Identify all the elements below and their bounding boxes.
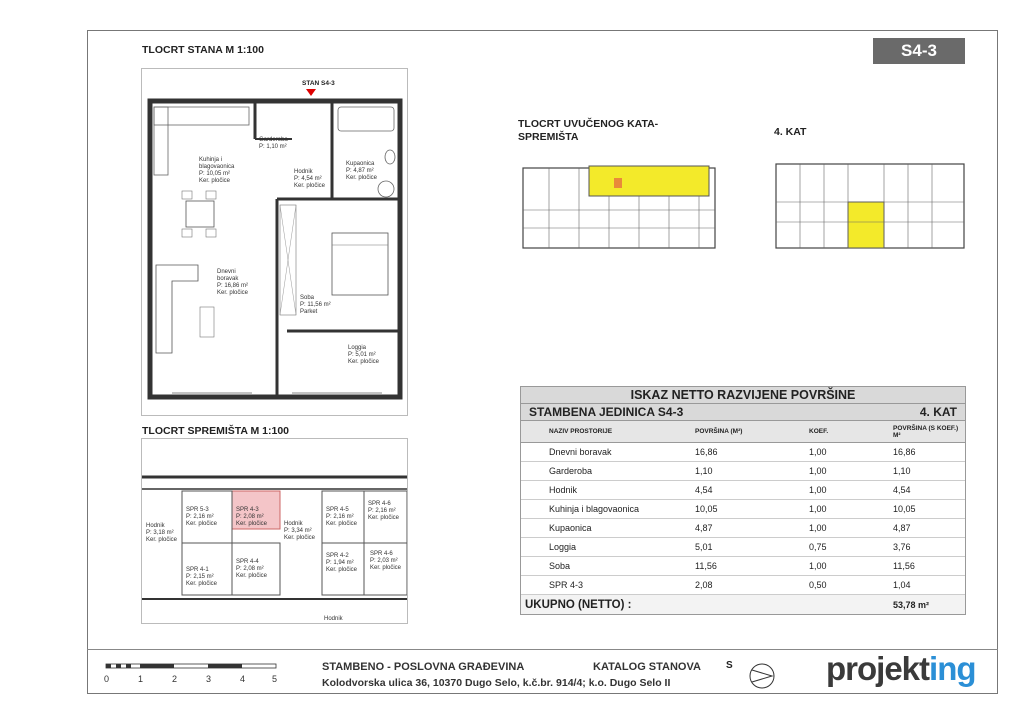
cell-area-coef: 4,54 — [893, 485, 911, 495]
scale-tick-1: 1 — [138, 674, 144, 684]
cell-coef: 0,75 — [809, 542, 827, 552]
cell-area: 2,08 — [695, 580, 713, 590]
scale-tick-2: 2 — [172, 674, 178, 684]
logo-accent: ing — [929, 650, 976, 687]
room-name-kupaonica: Kupaonica — [346, 161, 375, 167]
table-row — [521, 462, 965, 481]
room-area-garderoba: P: 1,10 m² — [259, 144, 287, 150]
cell-area: 4,87 — [695, 523, 713, 533]
cell-coef: 1,00 — [809, 447, 827, 457]
cell-coef: 1,00 — [809, 504, 827, 514]
storage-finish-6: Ker. pločice — [186, 581, 218, 587]
room-area-kupaonica: P: 4,87 m² — [346, 168, 374, 174]
table-row — [521, 443, 965, 462]
table-row — [521, 576, 965, 595]
storage-area-9: P: 2,03 m² — [370, 558, 398, 564]
cell-room: Kupaonica — [549, 523, 592, 533]
cell-area: 10,05 — [695, 504, 718, 514]
storage-name-2: SPR 4-3 — [236, 507, 259, 513]
table-row — [521, 481, 965, 500]
storage-name-0: Hodnik — [146, 523, 165, 529]
storage-area-4: P: 2,16 m² — [326, 514, 354, 520]
area-table-floor: 4. KAT — [919, 405, 957, 419]
room-name-dnevni-2: boravak — [217, 276, 239, 282]
storage-finish-1: Ker. pločice — [186, 521, 218, 527]
cell-room: Garderoba — [549, 466, 593, 476]
north-label: S — [726, 660, 733, 671]
storage-name-1: SPR 5-3 — [186, 507, 209, 513]
logo-main: projekt — [826, 650, 930, 687]
area-table-total-row — [521, 595, 965, 614]
cell-area: 5,01 — [695, 542, 713, 552]
storage-finish-4: Ker. pločice — [326, 521, 358, 527]
room-area-hodnik: P: 4,54 m² — [294, 176, 322, 182]
header-area: POVRŠINA (M²) — [695, 428, 743, 435]
key-plan-recessed-floor — [519, 160, 719, 252]
room-area-loggia: P: 5,01 m² — [348, 352, 376, 358]
storage-area-2: P: 2,08 m² — [236, 514, 264, 520]
scale-tick-4: 4 — [240, 674, 246, 684]
cell-coef: 0,50 — [809, 580, 827, 590]
storage-finish-5: Ker. pločice — [368, 515, 400, 521]
footer-project: STAMBENO - POSLOVNA GRAĐEVINA — [322, 661, 525, 673]
room-area-soba: P: 11,56 m² — [300, 302, 331, 308]
cell-area-coef: 10,05 — [893, 504, 916, 514]
cell-room: SPR 4-3 — [549, 580, 584, 590]
cell-room: Kuhinja i blagovaonica — [549, 504, 640, 514]
footer-address: Kolodvorska ulica 36, 10370 Dugo Selo, k.č.br. 914/4; k.o. Dugo Selo II — [322, 677, 671, 689]
room-finish-hodnik: Ker. pločice — [294, 183, 326, 189]
recessed-floor-title-2: SPREMIŠTA — [518, 131, 579, 143]
area-table-unit: STAMBENA JEDINICA S4-3 — [529, 405, 684, 419]
storage-area-0: P: 3,18 m² — [146, 530, 174, 536]
cell-area: 1,10 — [695, 466, 713, 476]
storage-finish-9: Ker. pločice — [370, 565, 402, 571]
cell-area-coef: 4,87 — [893, 523, 911, 533]
room-finish-kupaonica: Ker. pločice — [346, 175, 378, 181]
cell-coef: 1,00 — [809, 466, 827, 476]
table-row — [521, 557, 965, 576]
storage-area-1: P: 2,16 m² — [186, 514, 214, 520]
header-area-coef: POVRŠINA (S KOEF.) M² — [893, 424, 959, 439]
cell-room: Loggia — [549, 542, 577, 552]
room-name-loggia: Loggia — [348, 345, 367, 351]
cell-area-coef: 3,76 — [893, 542, 911, 552]
north-arrow-icon — [724, 656, 780, 697]
area-table-header — [521, 421, 965, 443]
cell-room: Soba — [549, 561, 571, 571]
storage-plan-title: TLOCRT SPREMIŠTA M 1:100 — [142, 425, 290, 437]
entry-label: STAN S4-3 — [302, 80, 335, 87]
storage-name-8: SPR 4-2 — [326, 553, 349, 559]
room-name-dnevni: Dnevni — [217, 269, 236, 275]
table-row — [521, 538, 965, 557]
unit-code-badge: S4-3 — [873, 38, 965, 64]
cell-area-coef: 11,56 — [893, 561, 915, 571]
scale-tick-0: 0 — [104, 674, 110, 684]
cell-area-coef: 1,10 — [893, 466, 911, 476]
storage-area-6: P: 2,15 m² — [186, 574, 214, 580]
cell-coef: 1,00 — [809, 523, 827, 533]
total-value: 53,78 m² — [893, 599, 930, 610]
header-room-name: NAZIV PROSTORIJE — [549, 428, 613, 435]
storage-area-8: P: 1,94 m² — [326, 560, 354, 566]
cell-area-coef: 1,04 — [893, 580, 911, 590]
room-name-kuhinja: Kuhinja i — [199, 157, 223, 163]
storage-finish-7: Ker. pločice — [236, 573, 268, 579]
room-area-kuhinja: P: 10,05 m² — [199, 171, 231, 177]
room-name-kuhinja-2: blagovaonica — [199, 164, 235, 170]
key-plan-4th-floor — [772, 160, 968, 252]
storage-finish-2: Ker. pločice — [236, 521, 268, 527]
storage-name-9: SPR 4-6 — [370, 551, 393, 557]
cell-area: 16,86 — [695, 447, 718, 457]
cell-coef: 1,00 — [809, 485, 827, 495]
area-table-unit-row — [521, 404, 965, 421]
room-finish-soba: Parket — [300, 309, 318, 315]
company-logo — [826, 650, 976, 688]
table-row — [521, 519, 965, 538]
header-coef: KOEF. — [809, 428, 829, 435]
table-row — [521, 500, 965, 519]
cell-area: 4,54 — [695, 485, 713, 495]
storage-finish-8: Ker. pločice — [326, 567, 358, 573]
storage-finish-3: Ker. pločice — [284, 535, 316, 541]
footer-catalog: KATALOG STANOVA — [593, 661, 701, 673]
area-table — [520, 386, 966, 615]
cell-coef: 1,00 — [809, 561, 827, 571]
storage-name-3: Hodnik — [284, 521, 303, 527]
room-name-hodnik: Hodnik — [294, 169, 313, 175]
room-finish-loggia: Ker. pločice — [348, 359, 380, 365]
room-finish-kuhinja: Ker. pločice — [199, 178, 231, 184]
scale-tick-5: 5 — [272, 674, 278, 684]
storage-area-3: P: 3,34 m² — [284, 528, 312, 534]
cell-area: 11,56 — [695, 561, 717, 571]
storage-name-5: SPR 4-6 — [368, 501, 391, 507]
storage-area-5: P: 2,16 m² — [368, 508, 396, 514]
recessed-floor-title-1: TLOCRT UVUČENOG KATA- — [518, 118, 659, 130]
floor-title: 4. KAT — [774, 126, 807, 138]
storage-finish-0: Ker. pločice — [146, 537, 178, 543]
room-area-dnevni: P: 16,86 m² — [217, 283, 249, 289]
total-label: UKUPNO (NETTO) : — [525, 598, 632, 611]
storage-area-7: P: 2,08 m² — [236, 566, 264, 572]
area-table-title: ISKAZ NETTO RAZVIJENE POVRŠINE — [521, 387, 965, 404]
room-finish-dnevni: Ker. pločice — [217, 290, 249, 296]
storage-name-6: SPR 4-1 — [186, 567, 209, 573]
scale-bar — [104, 662, 284, 691]
apartment-floor-plan — [141, 68, 408, 416]
cell-room: Hodnik — [549, 485, 578, 495]
cell-area-coef: 16,86 — [893, 447, 916, 457]
apartment-plan-title: TLOCRT STANA M 1:100 — [142, 44, 264, 56]
room-name-garderoba: Garderoba — [259, 137, 288, 143]
storage-name-4: SPR 4-5 — [326, 507, 349, 513]
storage-name-10: Hodnik — [324, 616, 343, 622]
room-name-soba: Soba — [300, 295, 315, 301]
storage-name-7: SPR 4-4 — [236, 559, 259, 565]
scale-tick-3: 3 — [206, 674, 212, 684]
cell-room: Dnevni boravak — [549, 447, 612, 457]
storage-floor-plan — [141, 438, 408, 624]
